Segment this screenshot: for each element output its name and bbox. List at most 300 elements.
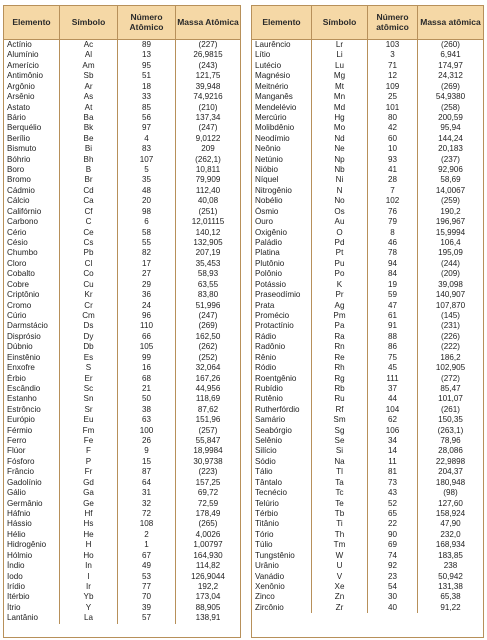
cell-massa-atomica: 107,870 <box>435 300 466 310</box>
cell-numero-atomico: 43 <box>368 488 418 498</box>
cell-massa-atomica: 144,24 <box>438 133 463 143</box>
cell-massa-atomica: 131,38 <box>438 581 463 591</box>
cell-massa-atomica: 114,82 <box>195 561 221 571</box>
table-row <box>252 405 483 415</box>
cell-numero-atomico: 74 <box>368 551 418 561</box>
cell-simbolo: As <box>60 92 118 102</box>
cell-simbolo: Fm <box>60 426 118 436</box>
cell-numero-atomico: 22 <box>368 519 418 529</box>
table-row <box>4 238 240 248</box>
cell-simbolo: Ru <box>312 394 368 404</box>
cell-simbolo: V <box>312 572 368 582</box>
cell-numero-atomico: 5 <box>118 165 176 175</box>
cell-simbolo: Sc <box>60 384 118 394</box>
cell-elemento: Cobre <box>4 280 60 290</box>
cell-simbolo: Sb <box>60 71 118 81</box>
cell-elemento: Platina <box>252 248 312 258</box>
cell-elemento: Radônio <box>252 342 312 352</box>
cell-elemento: Háfnio <box>4 509 60 519</box>
cell-simbolo: Bk <box>60 123 118 133</box>
cell-massa-atomica: 12,01115 <box>191 217 225 227</box>
cell-massa-atomica: 72,59 <box>197 498 219 508</box>
cell-simbolo: Br <box>60 175 118 185</box>
cell-numero-atomico: 81 <box>368 467 418 477</box>
cell-numero-atomico: 85 <box>118 103 176 113</box>
cell-simbolo: Cf <box>60 207 118 217</box>
cell-elemento: Escândio <box>4 384 60 394</box>
table-row <box>4 332 240 342</box>
cell-numero-atomico: 61 <box>368 311 418 321</box>
cell-simbolo: H <box>60 540 118 550</box>
cell-massa-atomica: 14,0067 <box>435 185 466 195</box>
cell-elemento: Dúbnio <box>4 342 60 352</box>
cell-massa-atomica: 26,9815 <box>193 50 223 60</box>
table-row <box>4 186 240 196</box>
header-elemento: Elemento <box>4 6 60 39</box>
header-simbolo: Símbolo <box>60 6 118 39</box>
cell-elemento: Cúrio <box>4 311 60 321</box>
cell-elemento: Berquélio <box>4 123 60 133</box>
cell-numero-atomico: 46 <box>368 238 418 248</box>
cell-simbolo: Mo <box>312 123 368 133</box>
cell-massa-atomica: 1,00797 <box>193 540 223 550</box>
cell-massa-atomica: 158,924 <box>435 508 466 518</box>
cell-simbolo: Cl <box>60 259 118 269</box>
table-row <box>252 207 483 217</box>
cell-elemento: Nobélio <box>252 196 312 206</box>
cell-elemento: Estanho <box>4 394 60 404</box>
cell-numero-atomico: 57 <box>118 613 176 623</box>
table-row <box>252 519 483 529</box>
cell-numero-atomico: 4 <box>118 134 176 144</box>
cell-elemento: Érbio <box>4 374 60 384</box>
cell-elemento: Darmstácio <box>4 321 60 331</box>
cell-simbolo: Au <box>312 217 368 227</box>
table-row <box>4 217 240 227</box>
table-row <box>252 165 483 175</box>
cell-elemento: Fósforo <box>4 457 60 467</box>
cell-massa-atomica: 22,9898 <box>435 456 466 466</box>
table-row <box>4 353 240 363</box>
cell-elemento: Vanádio <box>252 572 312 582</box>
cell-elemento: Berílio <box>4 134 60 144</box>
cell-elemento: Rutênio <box>252 394 312 404</box>
table-row <box>4 311 240 321</box>
cell-massa-atomica: 10,811 <box>195 165 221 175</box>
cell-elemento: Hólmio <box>4 551 60 561</box>
cell-simbolo: Er <box>60 374 118 384</box>
cell-simbolo: U <box>312 561 368 571</box>
cell-massa-atomica: 137,34 <box>195 112 221 122</box>
cell-numero-atomico: 111 <box>368 374 418 384</box>
cell-elemento: Itérbio <box>4 592 60 602</box>
cell-elemento: Cobalto <box>4 269 60 279</box>
cell-massa-atomica: 18,9984 <box>193 446 223 456</box>
cell-simbolo: Rf <box>312 405 368 415</box>
cell-numero-atomico: 59 <box>368 290 418 300</box>
cell-simbolo: Nb <box>312 165 368 175</box>
cell-elemento: Índio <box>4 561 60 571</box>
cell-massa-atomica: 162,50 <box>195 331 221 341</box>
table-row <box>252 123 483 133</box>
cell-elemento: Hidrogênio <box>4 540 60 550</box>
cell-numero-atomico: 39 <box>118 603 176 613</box>
cell-elemento: Protactínio <box>252 321 312 331</box>
cell-elemento: Hélio <box>4 530 60 540</box>
cell-numero-atomico: 44 <box>368 394 418 404</box>
cell-simbolo: W <box>312 551 368 561</box>
cell-simbolo: Al <box>60 50 118 60</box>
cell-simbolo: In <box>60 561 118 571</box>
cell-simbolo: Li <box>312 50 368 60</box>
table-row <box>4 446 240 456</box>
cell-elemento: Astato <box>4 103 60 113</box>
table-row <box>4 603 240 613</box>
cell-numero-atomico: 19 <box>368 280 418 290</box>
table-row <box>252 280 483 290</box>
cell-elemento: Níquel <box>252 175 312 185</box>
table-row <box>252 457 483 467</box>
cell-massa-atomica: 168,934 <box>435 540 466 550</box>
cell-massa-atomica: (272) <box>441 373 460 383</box>
cell-numero-atomico: 56 <box>118 113 176 123</box>
cell-elemento: Lítio <box>252 50 312 60</box>
cell-elemento: Amerício <box>4 61 60 71</box>
table-row <box>252 238 483 248</box>
cell-massa-atomica: 138,91 <box>195 613 221 623</box>
cell-numero-atomico: 106 <box>368 426 418 436</box>
cell-massa-atomica: (247) <box>198 123 218 133</box>
cell-elemento: Ródio <box>252 363 312 373</box>
cell-elemento: Rênio <box>252 353 312 363</box>
cell-simbolo: Sg <box>312 426 368 436</box>
cell-massa-atomica: 79,909 <box>195 175 221 185</box>
cell-massa-atomica: 92,906 <box>438 165 463 175</box>
cell-simbolo: Be <box>60 134 118 144</box>
table-row <box>252 50 483 60</box>
cell-simbolo: At <box>60 103 118 113</box>
elements-table-right <box>251 5 484 638</box>
cell-elemento: Promécio <box>252 311 312 321</box>
cell-numero-atomico: 60 <box>368 134 418 144</box>
cell-simbolo: Na <box>312 457 368 467</box>
cell-elemento: Gálio <box>4 488 60 498</box>
cell-numero-atomico: 72 <box>118 509 176 519</box>
cell-elemento: Térbio <box>252 509 312 519</box>
cell-elemento: Lantânio <box>4 613 60 623</box>
cell-massa-atomica: 127,60 <box>438 498 463 508</box>
table-row <box>4 290 240 300</box>
cell-elemento: Zinco <box>252 592 312 602</box>
cell-numero-atomico: 105 <box>118 342 176 352</box>
table-row <box>252 186 483 196</box>
cell-numero-atomico: 70 <box>118 592 176 602</box>
table-row <box>4 363 240 373</box>
table-row <box>4 248 240 258</box>
table-row <box>4 540 240 550</box>
cell-massa-atomica: 87,62 <box>197 404 219 414</box>
table-row <box>252 488 483 498</box>
cell-simbolo: Am <box>60 61 118 71</box>
cell-simbolo: Ce <box>60 228 118 238</box>
table-row <box>252 71 483 81</box>
table-row <box>4 592 240 602</box>
cell-elemento: Bário <box>4 113 60 123</box>
cell-massa-atomica: 126,9044 <box>191 571 225 581</box>
cell-elemento: Tântalo <box>252 478 312 488</box>
cell-elemento: Chumbo <box>4 248 60 258</box>
cell-massa-atomica: 78,96 <box>440 436 461 446</box>
table-row <box>4 499 240 509</box>
cell-massa-atomica: (269) <box>198 321 218 331</box>
cell-massa-atomica: (260) <box>441 40 460 49</box>
cell-numero-atomico: 51 <box>118 71 176 81</box>
cell-elemento: Samário <box>252 415 312 425</box>
cell-massa-atomica: 140,907 <box>435 290 466 300</box>
cell-massa-atomica: 167,26 <box>195 373 221 383</box>
cell-numero-atomico: 24 <box>118 301 176 311</box>
elements-table-left <box>3 5 241 638</box>
table-row <box>252 603 483 613</box>
cell-simbolo: Ca <box>60 196 118 206</box>
cell-simbolo: Rh <box>312 363 368 373</box>
table-row <box>4 196 240 206</box>
cell-massa-atomica: (269) <box>441 81 460 91</box>
cell-elemento: Césio <box>4 238 60 248</box>
table-row <box>252 332 483 342</box>
cell-elemento: Lutécio <box>252 61 312 71</box>
cell-massa-atomica: (231) <box>441 321 460 331</box>
table-row <box>4 530 240 540</box>
cell-elemento: Xenônio <box>252 582 312 592</box>
cell-numero-atomico: 26 <box>118 436 176 446</box>
cell-massa-atomica: 118,69 <box>195 394 221 404</box>
cell-massa-atomica: (226) <box>441 331 460 341</box>
cell-simbolo: La <box>60 613 118 623</box>
cell-numero-atomico: 40 <box>368 603 418 613</box>
cell-simbolo: Rb <box>312 384 368 394</box>
cell-elemento: Cloro <box>4 259 60 269</box>
cell-simbolo: Cm <box>60 311 118 321</box>
cell-elemento: Rutherfórdio <box>252 405 312 415</box>
cell-simbolo: Ge <box>60 499 118 509</box>
cell-simbolo: Bh <box>60 155 118 165</box>
table-row <box>252 426 483 436</box>
cell-elemento: Actínio <box>4 40 60 50</box>
table-row <box>4 301 240 311</box>
cell-simbolo: Gd <box>60 478 118 488</box>
cell-massa-atomica: 200,59 <box>438 112 463 122</box>
cell-elemento: Selênio <box>252 436 312 446</box>
cell-numero-atomico: 10 <box>368 144 418 154</box>
cell-numero-atomico: 64 <box>118 478 176 488</box>
cell-simbolo: Mg <box>312 71 368 81</box>
table-row <box>4 92 240 102</box>
cell-massa-atomica: 69,72 <box>197 488 219 498</box>
cell-elemento: Praseodímio <box>252 290 312 300</box>
table-row <box>252 248 483 258</box>
cell-simbolo: Tb <box>312 509 368 519</box>
cell-numero-atomico: 86 <box>368 342 418 352</box>
table-row <box>4 457 240 467</box>
cell-simbolo: Fr <box>60 467 118 477</box>
cell-numero-atomico: 17 <box>118 259 176 269</box>
cell-numero-atomico: 7 <box>368 186 418 196</box>
cell-massa-atomica: 106,4 <box>440 238 461 248</box>
table-row <box>4 228 240 238</box>
cell-massa-atomica: (227) <box>198 40 218 49</box>
cell-simbolo: Ds <box>60 321 118 331</box>
table-row <box>252 61 483 71</box>
cell-numero-atomico: 6 <box>118 217 176 227</box>
cell-numero-atomico: 79 <box>368 217 418 227</box>
table-row <box>252 572 483 582</box>
cell-massa-atomica: 209 <box>201 144 215 154</box>
cell-numero-atomico: 33 <box>118 92 176 102</box>
cell-simbolo: P <box>60 457 118 467</box>
cell-simbolo: Xe <box>312 582 368 592</box>
cell-simbolo: Po <box>312 269 368 279</box>
cell-elemento: Tálio <box>252 467 312 477</box>
cell-elemento: Silício <box>252 446 312 456</box>
cell-simbolo: Ra <box>312 332 368 342</box>
cell-massa-atomica: 20,183 <box>438 144 463 154</box>
cell-numero-atomico: 28 <box>368 175 418 185</box>
cell-numero-atomico: 71 <box>368 61 418 71</box>
cell-massa-atomica: 51,996 <box>195 300 221 310</box>
table-row <box>4 259 240 269</box>
table-row <box>252 269 483 279</box>
cell-massa-atomica: 186,2 <box>440 352 461 362</box>
cell-simbolo: Bi <box>60 144 118 154</box>
cell-numero-atomico: 55 <box>118 238 176 248</box>
cell-massa-atomica: (261) <box>441 404 460 414</box>
cell-elemento: Meitnério <box>252 82 312 92</box>
cell-elemento: Potássio <box>252 280 312 290</box>
cell-numero-atomico: 78 <box>368 248 418 258</box>
table-row <box>4 551 240 561</box>
table-row <box>4 175 240 185</box>
cell-massa-atomica: (262,1) <box>195 154 221 164</box>
cell-massa-atomica: 40,08 <box>197 196 219 206</box>
cell-elemento: Férmio <box>4 426 60 436</box>
table-row <box>4 165 240 175</box>
table-row <box>4 103 240 113</box>
cell-massa-atomica: 192,2 <box>197 581 219 591</box>
cell-massa-atomica: 91,22 <box>440 602 461 612</box>
header-elemento: Elemento <box>252 6 312 39</box>
cell-elemento: Boro <box>4 165 60 175</box>
cell-massa-atomica: 83,80 <box>197 290 219 300</box>
cell-simbolo: Md <box>312 103 368 113</box>
cell-numero-atomico: 3 <box>368 50 418 60</box>
cell-numero-atomico: 90 <box>368 530 418 540</box>
cell-numero-atomico: 93 <box>368 155 418 165</box>
table-row <box>4 478 240 488</box>
cell-massa-atomica: (265) <box>198 519 218 529</box>
cell-elemento: Bóhrio <box>4 155 60 165</box>
table-body-right <box>252 40 483 613</box>
cell-elemento: Ósmio <box>252 207 312 217</box>
cell-numero-atomico: 49 <box>118 561 176 571</box>
cell-numero-atomico: 80 <box>368 113 418 123</box>
cell-massa-atomica: 58,69 <box>440 175 461 185</box>
cell-massa-atomica: 195,09 <box>438 248 463 258</box>
cell-numero-atomico: 23 <box>368 572 418 582</box>
cell-simbolo: Es <box>60 353 118 363</box>
cell-massa-atomica: 183,85 <box>438 550 463 560</box>
cell-numero-atomico: 102 <box>368 196 418 206</box>
cell-elemento: Criptônio <box>4 290 60 300</box>
cell-elemento: Plutônio <box>252 259 312 269</box>
table-row <box>252 82 483 92</box>
cell-massa-atomica: 30,9738 <box>193 456 223 466</box>
table-row <box>4 374 240 384</box>
table-row <box>4 415 240 425</box>
cell-simbolo: C <box>60 217 118 227</box>
table-row <box>252 196 483 206</box>
cell-simbolo: Fe <box>60 436 118 446</box>
cell-massa-atomica: 190,2 <box>440 206 461 216</box>
cell-simbolo: Np <box>312 155 368 165</box>
table-row <box>252 321 483 331</box>
cell-numero-atomico: 95 <box>118 61 176 71</box>
table-row <box>252 540 483 550</box>
table-row <box>252 415 483 425</box>
cell-simbolo: Cd <box>60 186 118 196</box>
cell-massa-atomica: (243) <box>198 60 218 70</box>
cell-elemento: Enxofre <box>4 363 60 373</box>
cell-elemento: Telúrio <box>252 499 312 509</box>
cell-elemento: Molibdênio <box>252 123 312 133</box>
cell-massa-atomica: (98) <box>443 488 458 498</box>
cell-numero-atomico: 98 <box>118 207 176 217</box>
cell-elemento: Frâncio <box>4 467 60 477</box>
cell-elemento: Mercúrio <box>252 113 312 123</box>
cell-massa-atomica: 157,25 <box>195 477 221 487</box>
cell-numero-atomico: 63 <box>118 415 176 425</box>
table-row <box>252 374 483 384</box>
cell-massa-atomica: (247) <box>198 310 218 320</box>
cell-elemento: Cromo <box>4 301 60 311</box>
table-row <box>4 113 240 123</box>
cell-massa-atomica: 50,942 <box>438 571 463 581</box>
cell-numero-atomico: 8 <box>368 228 418 238</box>
cell-simbolo: Ga <box>60 488 118 498</box>
cell-elemento: Neônio <box>252 144 312 154</box>
cell-numero-atomico: 100 <box>118 426 176 436</box>
cell-numero-atomico: 35 <box>118 175 176 185</box>
cell-massa-atomica: 150,35 <box>438 415 463 425</box>
cell-simbolo: Lu <box>312 61 368 71</box>
cell-numero-atomico: 31 <box>118 488 176 498</box>
table-row <box>4 61 240 71</box>
cell-simbolo: Ba <box>60 113 118 123</box>
cell-numero-atomico: 82 <box>118 248 176 258</box>
cell-massa-atomica: (210) <box>198 102 218 112</box>
table-row <box>4 384 240 394</box>
cell-elemento: Irídio <box>4 582 60 592</box>
cell-simbolo: Ne <box>312 144 368 154</box>
table-row <box>252 363 483 373</box>
cell-massa-atomica: 121,75 <box>195 71 221 81</box>
cell-simbolo: Ar <box>60 82 118 92</box>
table-row <box>252 103 483 113</box>
cell-simbolo: Db <box>60 342 118 352</box>
cell-massa-atomica: 39,948 <box>195 81 221 91</box>
cell-numero-atomico: 68 <box>118 374 176 384</box>
cell-elemento: Cálcio <box>4 196 60 206</box>
